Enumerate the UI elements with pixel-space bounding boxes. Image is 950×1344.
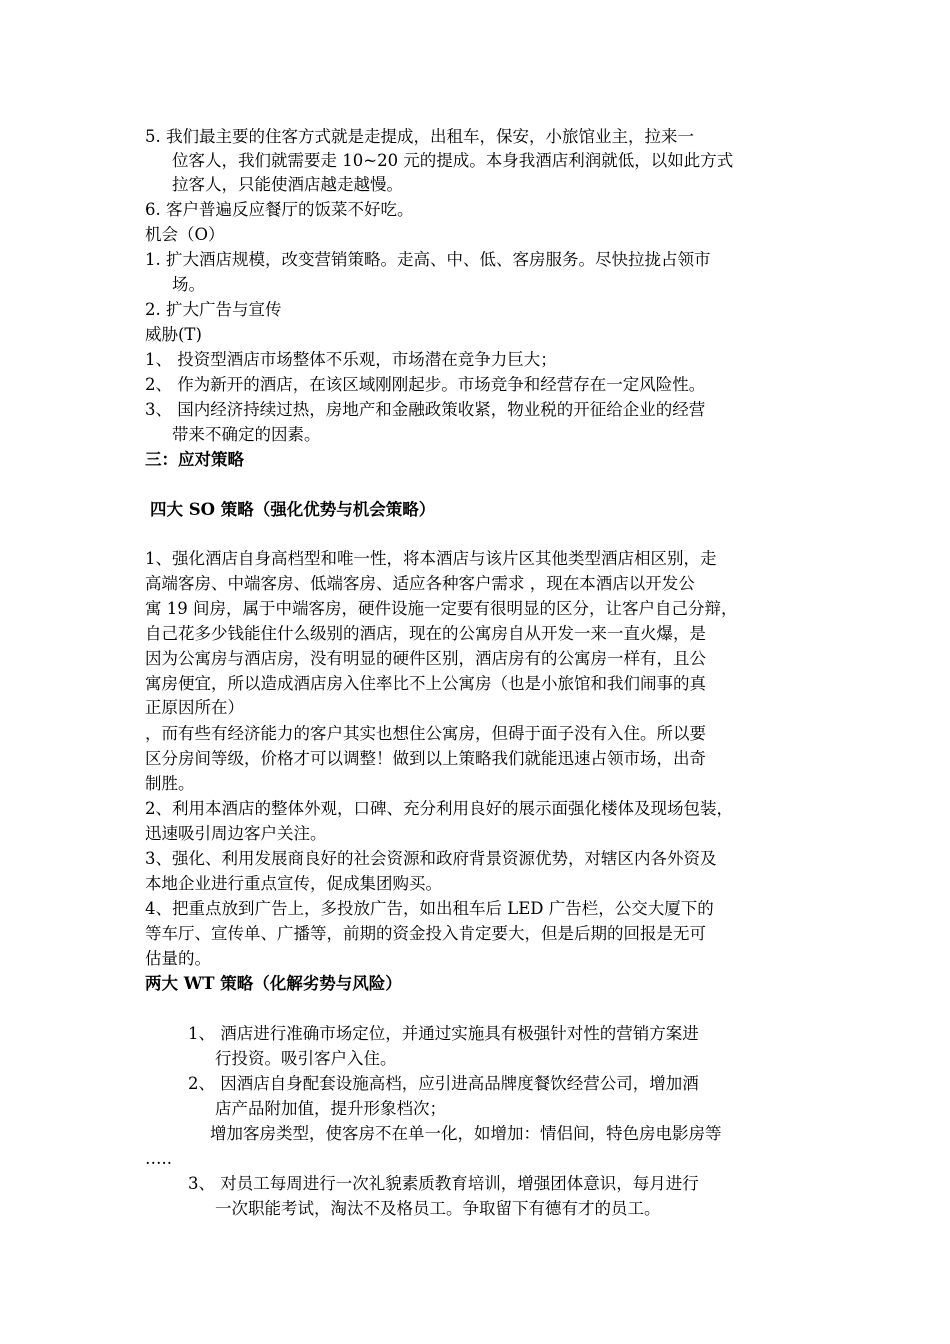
text-line: 行投资。吸引客户入住。 [215,1049,397,1068]
text-line: 正原因所在） [145,698,244,717]
text-line: 1、 投资型酒店市场整体不乐观，市场潜在竞争力巨大； [145,350,557,369]
text-line: 带来不确定的因素。 [172,425,321,444]
text-line: 因为公寓房与酒店房，没有明显的硬件区别，酒店房有的公寓房一样有，且公 [145,649,706,668]
text-line: 场。 [172,275,205,294]
text-line: 一次职能考试，淘汰不及格员工。争取留下有德有才的员工。 [215,1199,661,1218]
text-line: 3、 国内经济持续过热，房地产和金融政策收紧，物业税的开征给企业的经营 [145,400,706,419]
text-line: 区分房间等级，价格才可以调整！做到以上策略我们就能迅速占领市场，出奇 [145,749,706,768]
text-line: 6. 客户普遍反应餐厅的饭菜不好吃。 [145,200,414,219]
text-line: 1、 酒店进行准确市场定位，并通过实施具有极强针对性的营销方案进 [188,1024,699,1043]
text-line: 4、把重点放到广告上，多投放广告，如出租车后 LED 广告栏，公交大厦下的 [145,899,714,918]
text-line: 3、强化、利用发展商良好的社会资源和政府背景资源优势，对辖区内各外资及 [145,849,717,868]
wt-strategy-heading: 两大 WT 策略（化解劣势与风险） [145,974,402,993]
text-line: 拉客人，只能使酒店越走越慢。 [172,175,403,194]
section-heading: 威胁(T) [145,325,202,344]
text-line: 2、 因酒店自身配套设施高档，应引进高品牌度餐饮经营公司，增加酒 [188,1074,699,1093]
section-heading: 机会（O） [145,225,225,244]
text-line: 2、利用本酒店的整体外观，口碑、充分利用良好的展示面强化楼体及现场包装， [145,799,733,818]
text-line: 本地企业进行重点宣传，促成集团购买。 [145,874,442,893]
text-line: ….. [145,1149,172,1168]
text-line: 位客人，我们就需要走 10~20 元的提成。本身我酒店利润就低，以如此方式 [172,151,734,170]
text-line: 等车厅、宣传单、广播等，前期的资金投入肯定要大，但是后期的回报是无可 [145,924,706,943]
text-line: 3、 对员工每周进行一次礼貌素质教育培训，增强团体意识，每月进行 [188,1174,699,1193]
text-line: ，而有些有经济能力的客户其实也想住公寓房，但碍于面子没有入住。所以要 [145,724,706,743]
text-line: 制胜。 [145,774,195,793]
so-strategy-heading: 四大 SO 策略（强化优势与机会策略） [150,500,436,519]
text-line: 1. 扩大酒店规模，改变营销策略。走高、中、低、客房服务。尽快拉拢占领市 [145,250,711,269]
text-line: 2. 扩大广告与宣传 [145,300,282,319]
section-heading-strategy: 三：应对策略 [145,450,244,469]
text-line: 5. 我们最主要的住客方式就是走提成，出租车，保安，小旅馆业主，拉来一 [145,127,694,146]
text-line: 寓 19 间房，属于中端客房，硬件设施一定要有很明显的区分，让客户自己分辩， [145,599,738,618]
text-line: 2、 作为新开的酒店，在该区域刚刚起步。市场竞争和经营存在一定风险性。 [145,375,706,394]
text-line: 寓房便宜，所以造成酒店房入住率比不上公寓房（也是小旅馆和我们闹事的真 [145,674,706,693]
text-line: 增加客房类型，使客房不在单一化，如增加：情侣间，特色房电影房等 [210,1124,722,1143]
text-line: 1、强化酒店自身高档型和唯一性，将本酒店与该片区其他类型酒店相区别，走 [145,549,717,568]
text-line: 高端客房、中端客房、低端客房、适应各种客户需求 ，现在本酒店以开发公 [145,574,695,593]
text-line: 店产品附加值，提升形象档次； [215,1099,446,1118]
text-line: 自己花多少钱能住什么级别的酒店，现在的公寓房自从开发一来一直火爆，是 [145,624,706,643]
text-line: 迅速吸引周边客户关注。 [145,824,327,843]
text-line: 估量的。 [145,949,211,968]
